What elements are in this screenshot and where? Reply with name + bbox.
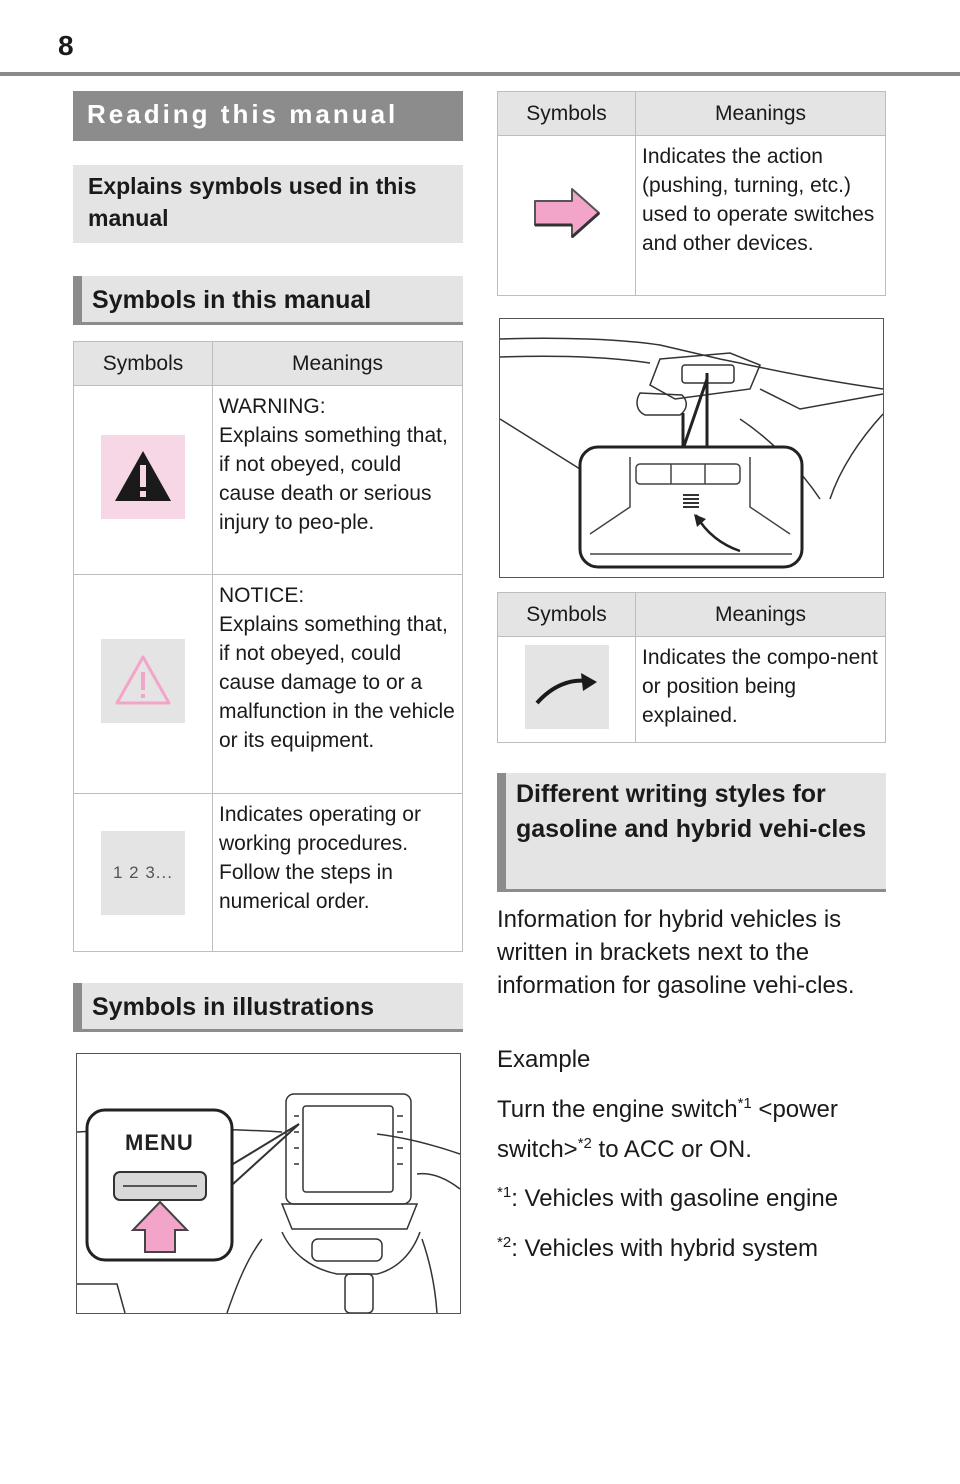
steps-meaning: Indicates operating or working procedures. Follow the steps in numerical order.: [219, 803, 421, 913]
symbols-manual-table: [73, 341, 463, 952]
footnote-1: $^{*1}$: Vehicles with gasoline engine: [497, 1184, 839, 1212]
example-sentence: Turn the engine switch$^{*1}$ <power switch>$^{*2}$ to ACC or ON.: [497, 1095, 838, 1163]
col-meanings: Meanings: [213, 342, 463, 386]
table-row: [498, 136, 886, 296]
ceiling-illustration: [499, 318, 884, 578]
writing-styles-paragraph: Information for hybrid vehicles is written in brackets next to the information for gasoline vehi-cles.: [497, 906, 855, 999]
symbols-manual-heading: Symbols in this manual: [73, 276, 463, 325]
col-symbols: Symbols: [498, 593, 636, 637]
notice-meaning: Explains something that, if not obeyed, could cause damage to or a malfunction in the vehicle or its equipment.: [219, 613, 455, 752]
illustration-symbols-table-2: [497, 592, 886, 743]
table-row: [74, 386, 463, 575]
notice-title: NOTICE:: [219, 584, 305, 607]
dashboard-illustration: [76, 1053, 461, 1314]
step-numbers-icon: 1 2 3...: [101, 831, 185, 915]
col-meanings: Meanings: [636, 92, 886, 136]
example-label: Example: [497, 1046, 591, 1073]
curved-arrow-icon: [525, 645, 609, 729]
footnote-2: $^{*2}$: Vehicles with hybrid system: [497, 1234, 818, 1262]
col-symbols: Symbols: [74, 342, 213, 386]
action-meaning: Indicates the action (pushing, turning, etc.) used to operate switches and other devices.: [642, 145, 875, 255]
table-row: [74, 575, 463, 794]
page-number: 8: [58, 30, 74, 61]
warning-filled-icon: [101, 435, 185, 519]
table-row: [498, 637, 886, 743]
symbols-illustrations-heading: Symbols in illustrations: [73, 983, 463, 1032]
warning-title: WARNING:: [219, 395, 326, 418]
col-meanings: Meanings: [636, 593, 886, 637]
pink-arrow-icon: [532, 185, 602, 241]
top-rule: [0, 72, 960, 76]
col-symbols: Symbols: [498, 92, 636, 136]
explains-box: Explains symbols used in this manual: [73, 165, 463, 243]
table-row: [74, 794, 463, 952]
illustration-symbols-table-1: [497, 91, 886, 296]
warning-meaning: Explains something that, if not obeyed, could cause death or serious injury to peo-ple.: [219, 424, 448, 534]
component-meaning: Indicates the compo-nent or position being explained.: [642, 646, 878, 727]
writing-styles-heading: Different writing styles for gasoline and hybrid vehi-cles: [497, 773, 886, 892]
section-title: Reading this manual: [73, 91, 463, 141]
notice-outline-icon: [101, 639, 185, 723]
menu-label: MENU: [125, 1130, 194, 1155]
